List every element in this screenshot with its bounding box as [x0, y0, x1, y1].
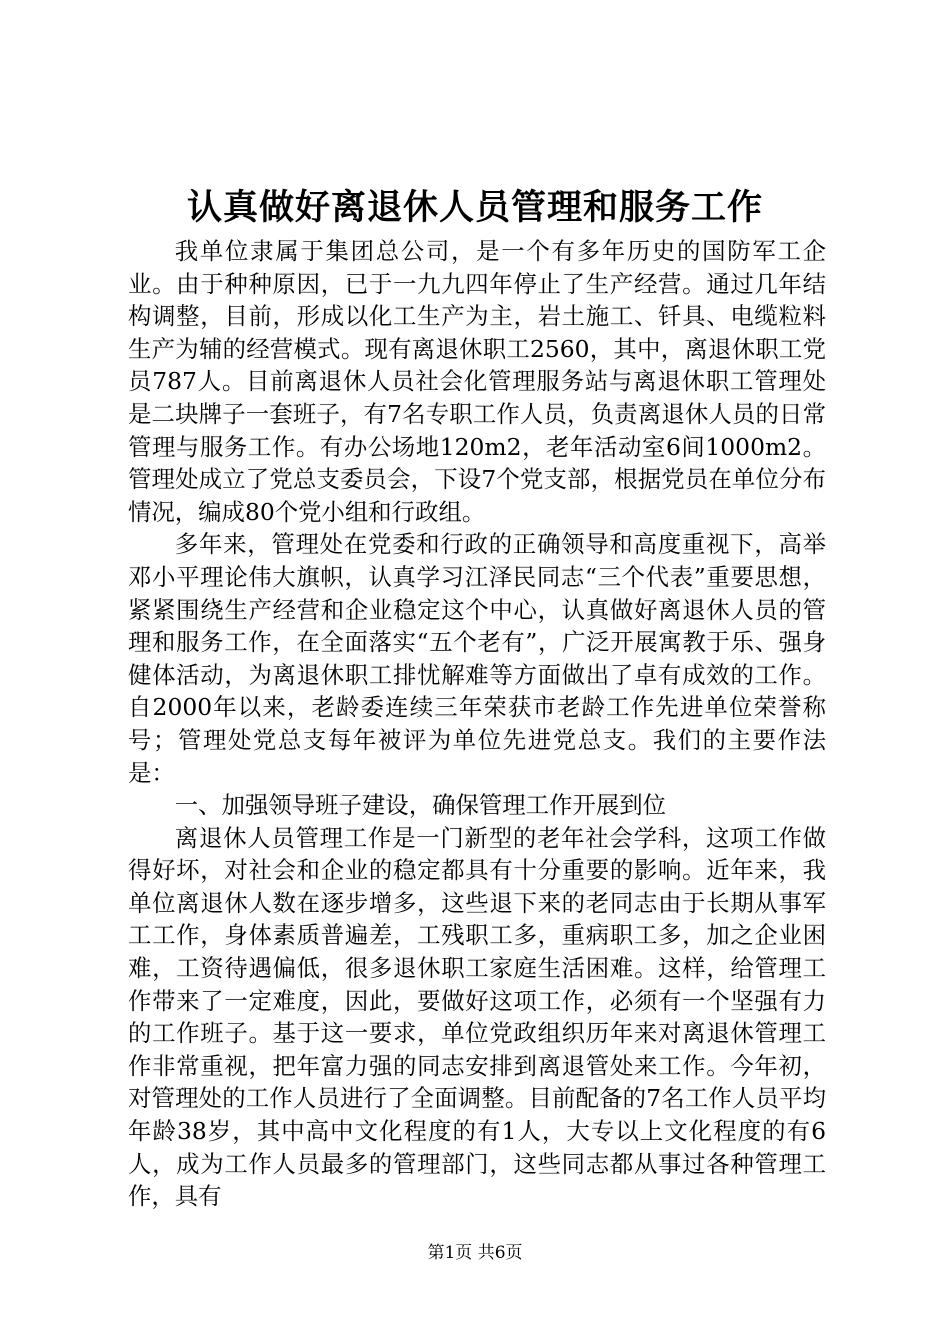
- document-body: [128, 235, 826, 1213]
- paragraph-intro: 我单位隶属于集团总公司，是一个有多年历史的国防军工企业。由于种种原因，已于一九九四年停止了生产经营。通过几年结构调整，目前，形成以化工生产为主，岩土施工、钎具、电缆粒料生产为辅的经营模式。现有离退休职工2560，其中，离退休职工党员787人。目前离退休人员社会化管理服务站与离退休职工管理处是二块牌子一套班子，有7名专职工作人员，负责离退休人员的日常管理与服务工作。有办公场地120m2，老年活动室6间1000m2。管理处成立了党总支委员会，下设7个党支部，根据党员在单位分布情况，编成80个党小组和行政组。: [128, 237, 826, 526]
- paragraph-section-1: 离退休人员管理工作是一门新型的老年社会学科，这项工作做得好坏，对社会和企业的稳定都具有十分重要的影响。近年来，我单位离退休人数在逐步增多，这些退下来的老同志由于长期从事军工工作，身体素质普遍差，工残职工多，重病职工多，加之企业困难，工资待遇偏低，很多退休职工家庭生活困难。这样，给管理工作带来了一定难度，因此，要做好这项工作，必须有一个坚强有力的工作班子。基于这一要求，单位党政组织历年来对离退休管理工作非常重视，把年富力强的同志安排到离退管处来工作。今年初，对管理处的工作人员进行了全面调整。目前配备的7名工作人员平均年龄38岁，其中高中文化程度的有1人，大专以上文化程度的有6人，成为工作人员最多的管理部门，这些同志都从事过各种管理工作，具有: [128, 823, 826, 1211]
- page-footer: 第1页 共6页: [427, 1243, 523, 1263]
- document-title: 认真做好离退休人员管理和服务工作: [186, 187, 763, 228]
- paragraph-achievements: 多年来，管理处在党委和行政的正确领导和高度重视下，高举邓小平理论伟大旗帜，认真学习江泽民同志“三个代表”重要思想，紧紧围绕生产经营和企业稳定这个中心，认真做好离退休人员的管理和服务工作，在全面落实“五个老有”，广泛开展寓教于乐、强身健体活动，为离退休职工排忧解难等方面做出了卓有成效的工作。自2000年以来，老龄委连续三年荣获市老龄工作先进单位荣誉称号；管理处党总支每年被评为单位先进党总支。我们的主要作法是：: [128, 530, 826, 787]
- section-heading-1: 一、加强领导班子建设，确保管理工作开展到位: [174, 791, 666, 820]
